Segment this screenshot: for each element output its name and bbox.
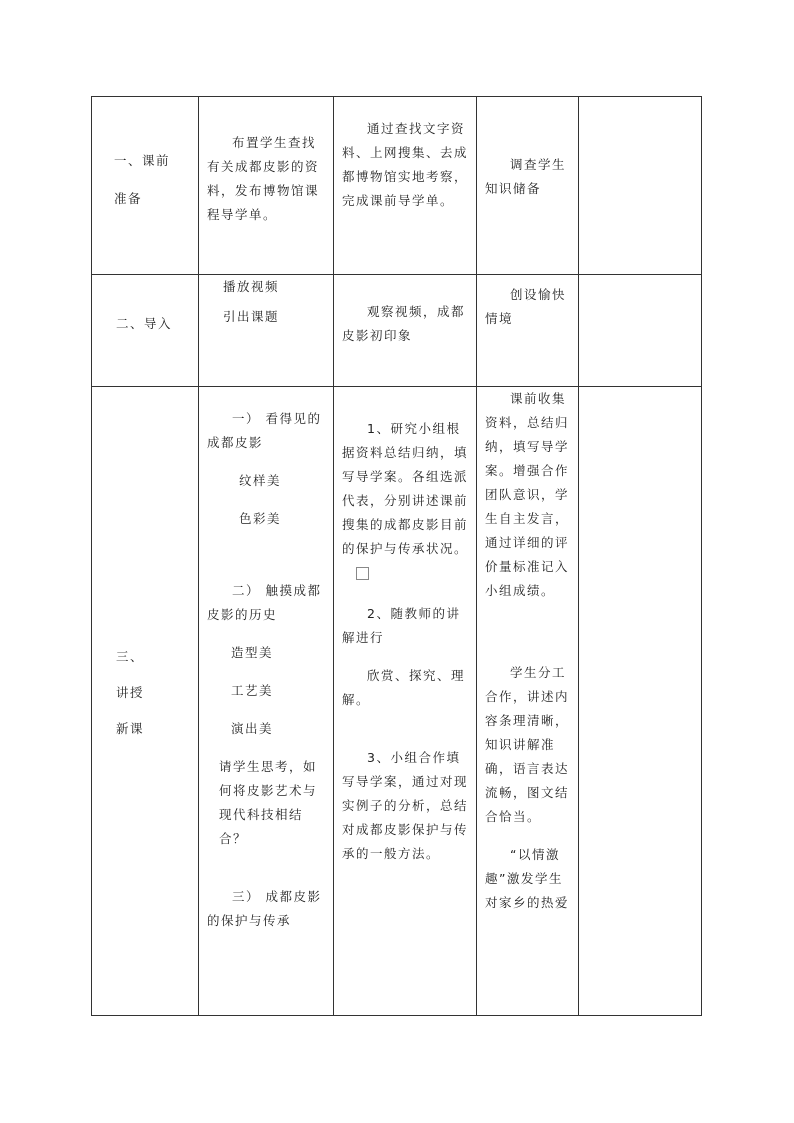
design-intent-text: “以情激趣”激发学生对家乡的热爱 [485, 847, 570, 910]
stage-label: 三、 [116, 649, 145, 664]
stage-label: 一、课前 [114, 153, 171, 168]
checkbox-glyph [356, 567, 369, 580]
student-activity-cell [334, 387, 477, 1016]
table-row [92, 275, 702, 387]
teacher-activity-text: 播放视频 [223, 279, 280, 294]
section-item: 造型美 [231, 645, 274, 660]
student-activity-text: 观察视频，成都皮影初印象 [342, 304, 466, 343]
stage-cell [92, 275, 199, 387]
section-item: 演出美 [231, 721, 274, 736]
design-intent-text: 调查学生知识储备 [485, 157, 567, 196]
note-cell [579, 387, 702, 1016]
student-activity-text: 欣赏、探究、理解。 [342, 668, 466, 707]
section-item: 纹样美 [239, 473, 282, 488]
teacher-activity-cell [199, 387, 334, 1016]
section-title: 一） 看得见的成都皮影 [207, 411, 322, 450]
design-intent-text: 创设愉快情境 [485, 287, 567, 326]
teacher-activity-text: 布置学生查找有关成都皮影的资料，发布博物馆课程导学单。 [207, 135, 320, 222]
design-intent-text: 课前收集资料，总结归纳，填写导学案。增强合作团队意识，学生自主发言，通过详细的评价量标准记入小组成绩。 [485, 391, 570, 598]
teacher-activity-cell [199, 97, 334, 275]
stage-label: 二、导入 [116, 316, 173, 331]
section-title: 三） 成都皮影的保护与传承 [207, 889, 322, 928]
note-cell [579, 97, 702, 275]
stage-label: 准备 [114, 191, 143, 206]
design-intent-text: 学生分工合作，讲述内容条理清晰，知识讲解准确，语言表达流畅，图文结合恰当。 [485, 665, 570, 824]
lesson-plan-table [91, 96, 702, 1016]
student-activity-cell [334, 275, 477, 387]
design-intent-cell [477, 275, 579, 387]
design-intent-cell [477, 387, 579, 1016]
table-row [92, 97, 702, 275]
student-activity-text: 1、研究小组根据资料总结归纳，填写导学案。各组选派代表，分别讲述课前搜集的成都皮影目前的保护与传承状况。 [342, 421, 469, 556]
student-activity-text: 2、随教师的讲解进行 [342, 606, 461, 645]
stage-label: 讲授 [116, 685, 145, 700]
student-activity-cell [334, 97, 477, 275]
teacher-activity-text: 引出课题 [223, 309, 280, 324]
teacher-activity-cell [199, 275, 334, 387]
table-row [92, 387, 702, 1016]
section-item: 色彩美 [239, 511, 282, 526]
section-item: 工艺美 [231, 683, 274, 698]
student-activity-text: 3、小组合作填写导学案，通过对现实例子的分析，总结对成都皮影保护与传承的一般方法。 [342, 750, 469, 861]
stage-cell [92, 97, 199, 275]
student-activity-text: 通过查找文字资料、上网搜集、去成都博物馆实地考察，完成课前导学单。 [342, 121, 469, 208]
section-title: 二） 触摸成都皮影的历史 [207, 583, 322, 622]
note-cell [579, 275, 702, 387]
discussion-question: 请学生思考，如何将皮影艺术与现代科技相结合？ [219, 759, 318, 846]
stage-label: 新课 [116, 721, 145, 736]
design-intent-cell [477, 97, 579, 275]
stage-cell [92, 387, 199, 1016]
